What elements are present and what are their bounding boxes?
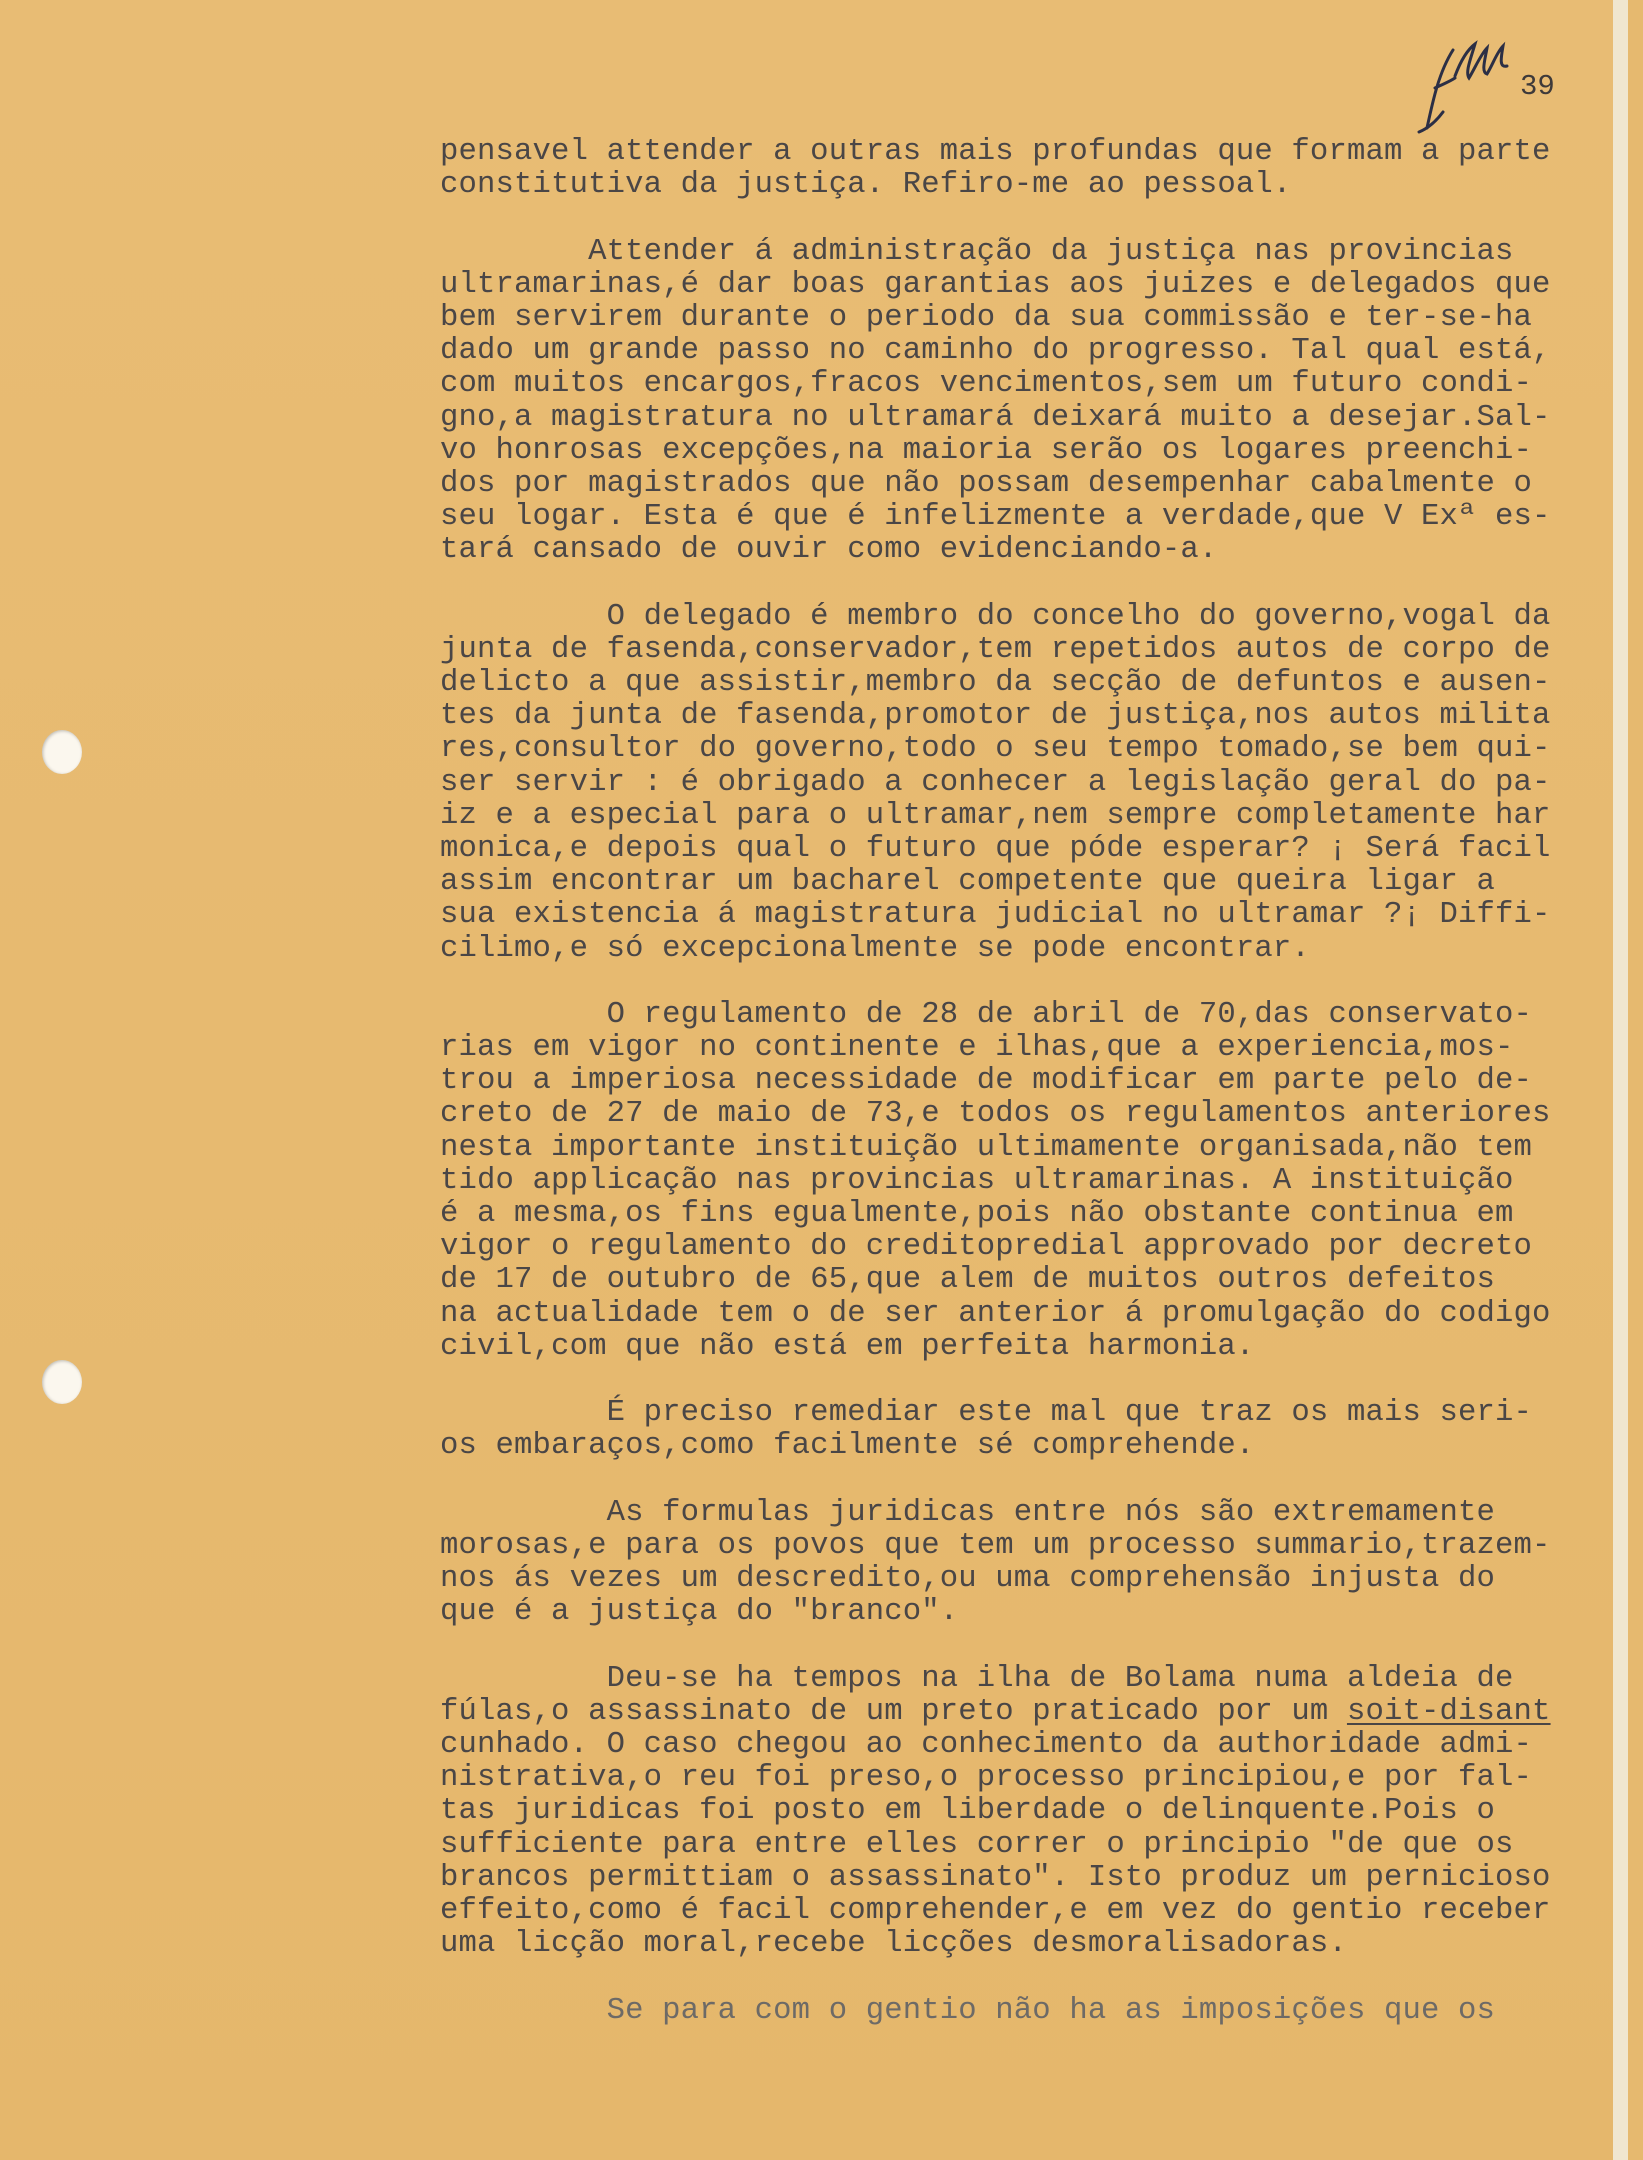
underlined-phrase: soit-disant <box>1346 1694 1551 1729</box>
text-line: tará cansado de ouvir como evidenciando-a. <box>440 533 1218 568</box>
text-line: As formulas juridicas entre nós são extremamente <box>440 1495 1496 1530</box>
text-line: dos por magistrados que não possam desempenhar cabalmente o <box>440 466 1533 501</box>
text-line: ser servir : é obrigado a conhecer a legislação geral do pa- <box>440 765 1551 800</box>
text-line: bem servirem durante o periodo da sua commissão e ter-se-ha <box>440 300 1533 335</box>
text-line: nos ás vezes um descredito,ou uma comprehensão injusta do <box>440 1562 1496 1597</box>
text-line: monica,e depois qual o futuro que póde esperar? ¡ Será facil <box>440 831 1551 866</box>
paragraph-gap <box>440 1629 1640 1662</box>
text-line: vigor o regulamento do creditopredial approvado por decreto <box>440 1230 1533 1265</box>
paragraph <box>440 1995 1640 2028</box>
paragraph <box>440 236 1640 568</box>
text-line: trou a imperiosa necessidade de modificar em parte pelo de- <box>440 1064 1533 1099</box>
text-line: pensavel attender a outras mais profundas que formam a parte <box>440 135 1551 169</box>
paragraph <box>440 136 1640 202</box>
handwritten-signature <box>1395 20 1515 140</box>
paragraph-gap <box>440 1961 1640 1994</box>
text-line: effeito,como é facil comprehender,e em vez do gentio receber <box>440 1893 1551 1928</box>
text-line: Deu-se ha tempos na ilha de Bolama numa aldeia de <box>440 1661 1514 1696</box>
paragraph <box>440 1397 1640 1463</box>
text-line: É preciso remediar este mal que traz os mais seri- <box>440 1396 1533 1431</box>
text-line: que é a justiça do "branco". <box>440 1595 959 1630</box>
text-line: Attender á administração da justiça nas provincias <box>440 234 1514 269</box>
text-line: brancos permittiam o assassinato". Isto produz um pernicioso <box>440 1860 1551 1895</box>
paragraph-gap <box>440 966 1640 999</box>
text-line: Se para com o gentio não ha as imposições que os <box>440 1993 1496 2028</box>
paragraph <box>440 999 1640 1364</box>
text-line: cilimo,e só excepcionalmente se pode encontrar. <box>440 931 1310 966</box>
page-number: 39 <box>1520 70 1555 103</box>
text-line: seu logar. Esta é que é infelizmente a verdade,que V Exª es- <box>440 500 1551 535</box>
text-line: constitutiva da justiça. Refiro-me ao pessoal. <box>440 168 1292 203</box>
paragraph-gap <box>440 1364 1640 1397</box>
text-line: cunhado. O caso chegou ao conhecimento da authoridade admi- <box>440 1728 1533 1762</box>
text-line: ultramarinas,é dar boas garantias aos juizes e delegados que <box>440 267 1551 302</box>
text-line: na actualidade tem o de ser anterior á promulgação do codigo <box>440 1296 1551 1331</box>
text-line: rias em vigor no continente e ilhas,que a experiencia,mos- <box>440 1031 1514 1066</box>
text-line: com muitos encargos,fracos vencimentos,sem um futuro condi- <box>440 367 1533 402</box>
text-line: de 17 de outubro de 65,que alem de muitos outros defeitos <box>440 1263 1496 1298</box>
paragraph-gap <box>440 202 1640 235</box>
paragraph-gap <box>440 567 1640 600</box>
paragraph <box>440 1497 1640 1630</box>
text-line: tes da junta de fasenda,promotor de justiça,nos autos milita <box>440 699 1551 734</box>
text-line: res,consultor do governo,todo o seu tempo tomado,se bem qui- <box>440 732 1551 767</box>
text-line: sufficiente para entre elles correr o principio "de que os <box>440 1827 1514 1862</box>
paragraph <box>440 601 1640 966</box>
text-line: morosas,e para os povos que tem um processo summario,trazem- <box>440 1528 1551 1563</box>
text-line: assim encontrar um bacharel competente que queira ligar a <box>440 865 1496 900</box>
text-line: O regulamento de 28 de abril de 70,das conservato- <box>440 997 1533 1032</box>
typewritten-body <box>440 136 1640 2028</box>
text-line: tas juridicas foi posto em liberdade o delinquente.Pois o <box>440 1794 1496 1829</box>
text-line: fúlas,o assassinato de um preto praticado por um soit-disant <box>440 1694 1551 1729</box>
punch-hole-bottom <box>42 1360 82 1404</box>
text-line: O delegado é membro do concelho do governo,vogal da <box>440 599 1551 634</box>
text-line: é a mesma,os fins egualmente,pois não obstante continua em <box>440 1197 1514 1231</box>
text-line: junta de fasenda,conservador,tem repetidos autos de corpo de <box>440 632 1551 667</box>
punch-hole-top <box>42 730 82 774</box>
paragraph-gap <box>440 1464 1640 1497</box>
text-line: os embaraços,como facilmente sé comprehende. <box>440 1429 1255 1464</box>
text-line: nesta importante instituição ultimamente organisada,não tem <box>440 1130 1533 1165</box>
text-line: gno,a magistratura no ultramará deixará muito a desejar.Sal- <box>440 400 1551 435</box>
paragraph <box>440 1663 1640 1962</box>
text-line: dado um grande passo no caminho do progresso. Tal qual está, <box>440 334 1551 369</box>
text-line: uma licção moral,recebe licções desmoralisadoras. <box>440 1927 1347 1962</box>
text-line: vo honrosas excepções,na maioria serão os logares preenchi- <box>440 433 1533 468</box>
text-line: civil,com que não está em perfeita harmonia. <box>440 1329 1255 1364</box>
text-line: delicto a que assistir,membro da secção de defuntos e ausen- <box>440 666 1551 700</box>
text-line: nistrativa,o reu foi preso,o processo principiou,e por fal- <box>440 1761 1533 1796</box>
text-line: creto de 27 de maio de 73,e todos os regulamentos anteriores <box>440 1097 1551 1132</box>
text-line: sua existencia á magistratura judicial no ultramar ?¡ Diffi- <box>440 898 1551 933</box>
text-line: iz e a especial para o ultramar,nem sempre completamente har <box>440 798 1551 833</box>
text-line: tido applicação nas provincias ultramarinas. A instituição <box>440 1163 1514 1198</box>
